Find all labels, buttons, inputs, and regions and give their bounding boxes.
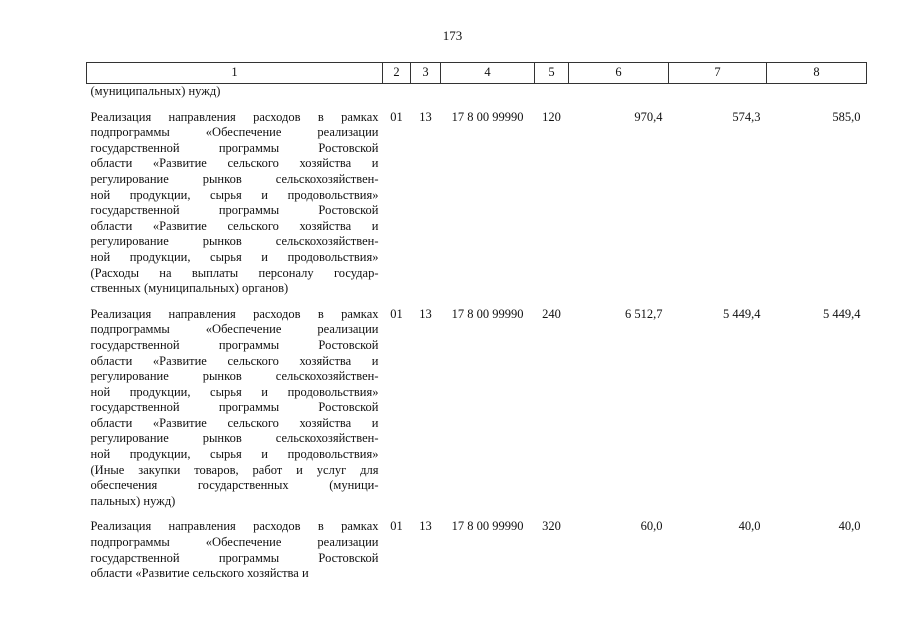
amount-year-2: 574,3 — [732, 109, 761, 124]
description-line: ственных (муниципальных) органов) — [90, 281, 289, 296]
table-row — [87, 100, 867, 297]
description-line: области «Развитие сельского хозяйства и — [90, 566, 309, 581]
continuation-text: (муниципальных) нужд) — [90, 84, 221, 98]
target-article-code: 17 8 00 99990 — [451, 109, 524, 124]
section-code: 01 — [390, 306, 403, 321]
amount-year-1: 60,0 — [640, 519, 663, 534]
description-line: Реализация направления расходов в рамках — [90, 109, 379, 124]
description-line: государственной программы Ростовской — [90, 400, 379, 415]
subsection-code: 13 — [419, 519, 432, 534]
description-line: государственной программы Ростовской — [90, 337, 379, 352]
continuation-row — [87, 84, 867, 100]
description-line: регулирование рынков сельскохозяйствен- — [90, 369, 379, 384]
expense-type-code: 120 — [542, 109, 561, 124]
description-line: (Расходы на выплаты персоналу государ- — [90, 265, 379, 280]
description-line: подпрограммы «Обеспечение реализации — [90, 322, 379, 337]
column-header: 4 — [441, 63, 535, 84]
subsection-code: 13 — [419, 109, 432, 124]
column-header: 5 — [535, 63, 569, 84]
expense-type-code: 320 — [542, 519, 561, 534]
section-code: 01 — [390, 109, 403, 124]
column-header: 7 — [669, 63, 767, 84]
table-row — [87, 509, 867, 581]
amount-year-1: 970,4 — [634, 109, 663, 124]
subsection-code: 13 — [419, 306, 432, 321]
expense-type-code: 240 — [542, 306, 561, 321]
amount-year-3: 5 449,4 — [823, 306, 861, 321]
description-line: области «Развитие сельского хозяйства и — [90, 218, 379, 233]
description-line: регулирование рынков сельскохозяйствен- — [90, 234, 379, 249]
column-header: 1 — [87, 63, 383, 84]
description-line: пальных) нужд) — [90, 493, 176, 508]
header-row — [87, 63, 867, 84]
column-header: 8 — [767, 63, 867, 84]
description-line: ной продукции, сырья и продовольствия» — [90, 384, 379, 399]
description-line: области «Развитие сельского хозяйства и — [90, 353, 379, 368]
column-header: 3 — [411, 63, 441, 84]
row-description — [87, 509, 383, 581]
target-article-code: 17 8 00 99990 — [451, 306, 524, 321]
budget-table — [86, 62, 867, 582]
amount-year-1: 6 512,7 — [625, 306, 663, 321]
amount-year-3: 585,0 — [832, 109, 861, 124]
row-description — [87, 297, 383, 510]
description-line: (Иные закупки товаров, работ и услуг для — [90, 462, 379, 477]
amount-year-3: 40,0 — [838, 519, 861, 534]
description-line: области «Развитие сельского хозяйства и — [90, 415, 379, 430]
section-code: 01 — [390, 519, 403, 534]
target-article-code: 17 8 00 99990 — [451, 519, 524, 534]
description-line: государственной программы Ростовской — [90, 140, 379, 155]
column-header: 2 — [383, 63, 411, 84]
amount-year-2: 5 449,4 — [723, 306, 761, 321]
description-line: обеспечения государственных (муници- — [90, 478, 379, 493]
description-line: области «Развитие сельского хозяйства и — [90, 156, 379, 171]
description-line: Реализация направления расходов в рамках — [90, 306, 379, 321]
description-line: регулирование рынков сельскохозяйствен- — [90, 431, 379, 446]
description-line: регулирование рынков сельскохозяйствен- — [90, 171, 379, 186]
description-line: государственной программы Ростовской — [90, 203, 379, 218]
description-line: ной продукции, сырья и продовольствия» — [90, 187, 379, 202]
table-row — [87, 297, 867, 510]
description-line: подпрограммы «Обеспечение реализации — [90, 125, 379, 140]
description-line: подпрограммы «Обеспечение реализации — [90, 535, 379, 550]
column-header: 6 — [569, 63, 669, 84]
description-line: государственной программы Ростовской — [90, 550, 379, 565]
description-line: ной продукции, сырья и продовольствия» — [90, 249, 379, 264]
row-description — [87, 100, 383, 297]
description-line: Реализация направления расходов в рамках — [90, 519, 379, 534]
description-line: ной продукции, сырья и продовольствия» — [90, 447, 379, 462]
page-number: 173 — [442, 28, 463, 43]
amount-year-2: 40,0 — [738, 519, 761, 534]
